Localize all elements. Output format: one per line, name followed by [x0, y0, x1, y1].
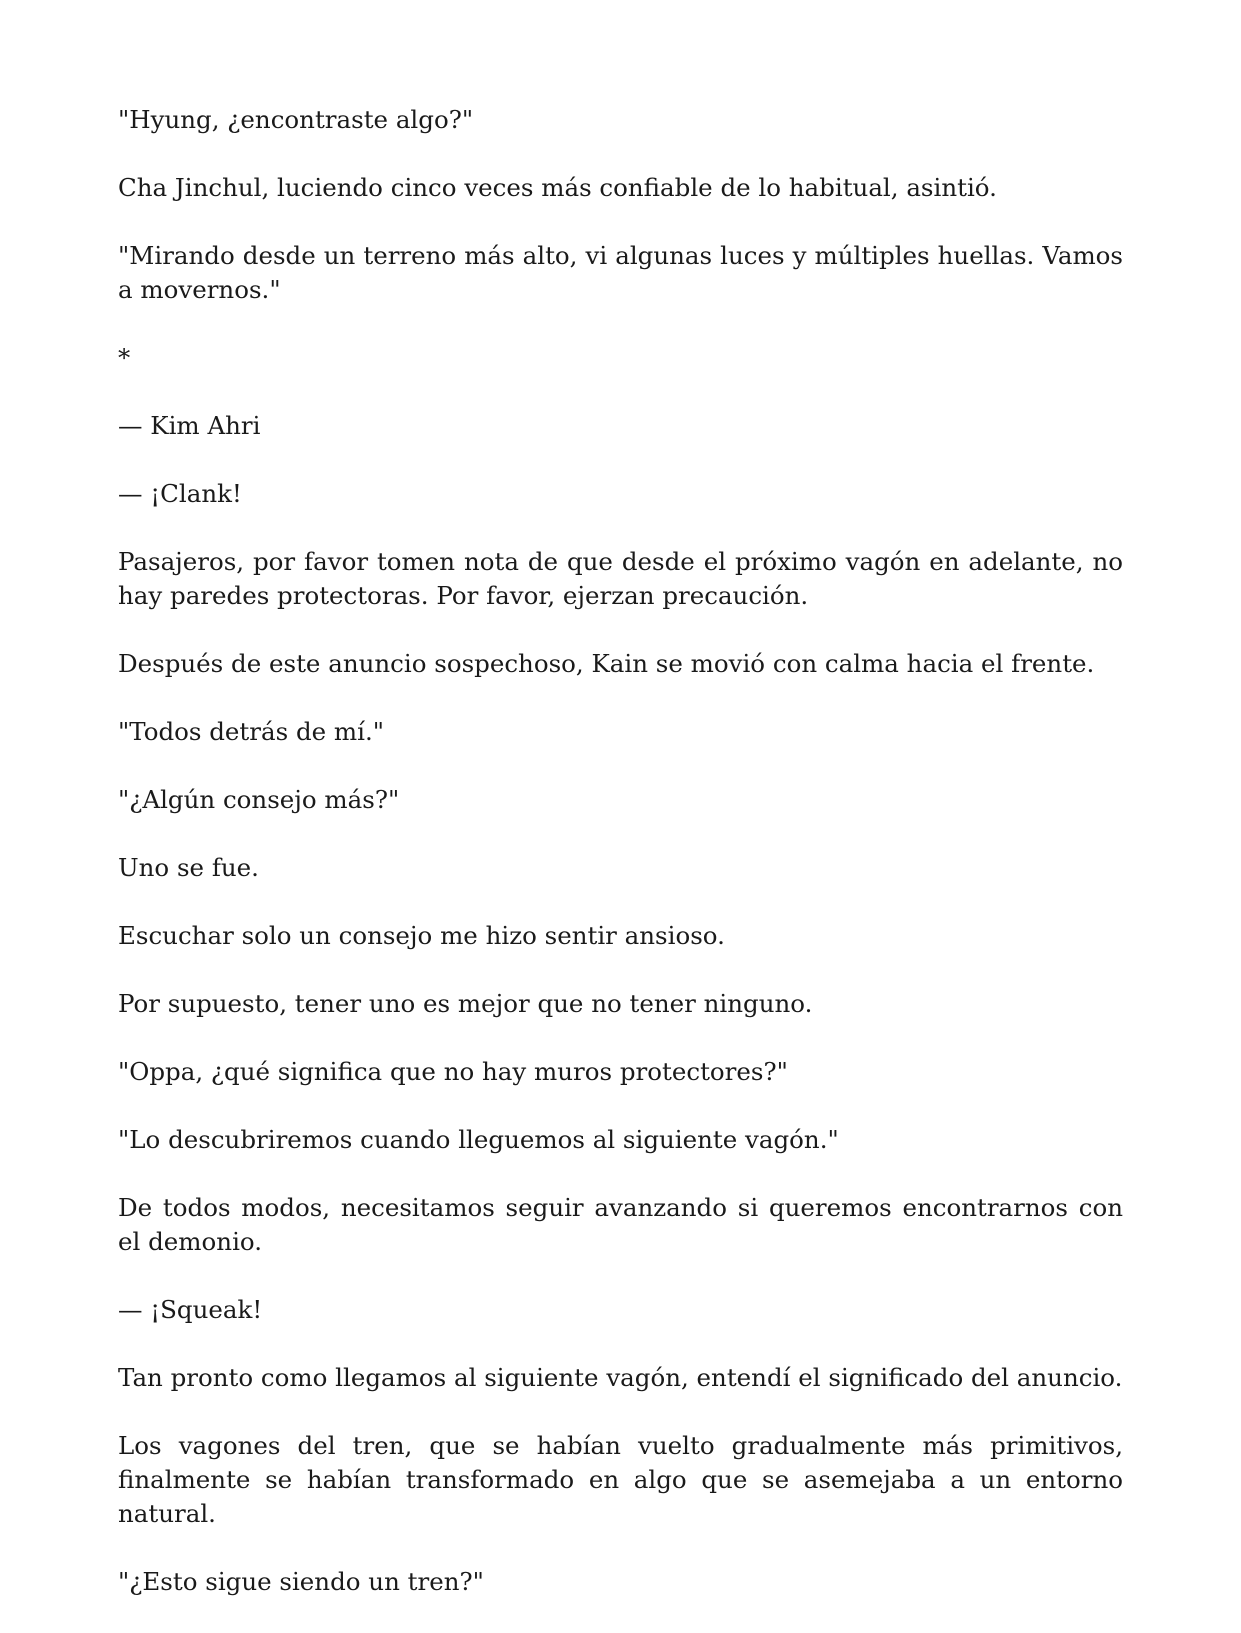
paragraph: "Lo descubriremos cuando lleguemos al siguiente vagón." — [118, 1125, 839, 1154]
paragraph: Pasajeros, por favor tomen nota de que desde el próximo vagón en adelante, no hay paredes protectoras. Por favor, ejerzan precaución. — [118, 547, 1123, 610]
paragraph: Tan pronto como llegamos al siguiente vagón, entendí el significado del anuncio. — [118, 1363, 1123, 1392]
paragraph: "Todos detrás de mí." — [118, 717, 385, 746]
paragraph: — ¡Squeak! — [118, 1295, 263, 1324]
paragraph: Por supuesto, tener uno es mejor que no tener ninguno. — [118, 989, 813, 1018]
document-page — [118, 103, 1123, 1633]
paragraph: Escuchar solo un consejo me hizo sentir ansioso. — [118, 921, 725, 950]
paragraph: "Mirando desde un terreno más alto, vi algunas luces y múltiples huellas. Vamos a movernos." — [118, 241, 1123, 304]
paragraph: Los vagones del tren, que se habían vuelto gradualmente más primitivos, finalmente se habían transformado en algo que se asemejaba a un entorno natural. — [118, 1431, 1123, 1528]
paragraph: De todos modos, necesitamos seguir avanzando si queremos encontrarnos con el demonio. — [118, 1193, 1123, 1256]
paragraph: Después de este anuncio sospechoso, Kain se movió con calma hacia el frente. — [118, 649, 1095, 678]
paragraph: "¿Algún consejo más?" — [118, 785, 400, 814]
paragraph: "¿Esto sigue siendo un tren?" — [118, 1567, 484, 1596]
paragraph: Uno se fue. — [118, 853, 259, 882]
paragraph: Cha Jinchul, luciendo cinco veces más confiable de lo habitual, asintió. — [118, 173, 997, 202]
paragraph: "Hyung, ¿encontraste algo?" — [118, 105, 474, 134]
paragraph: — ¡Clank! — [118, 479, 242, 508]
scene-break: * — [118, 343, 131, 372]
paragraph: — Kim Ahri — [118, 411, 261, 440]
paragraph: "Oppa, ¿qué significa que no hay muros protectores?" — [118, 1057, 788, 1086]
